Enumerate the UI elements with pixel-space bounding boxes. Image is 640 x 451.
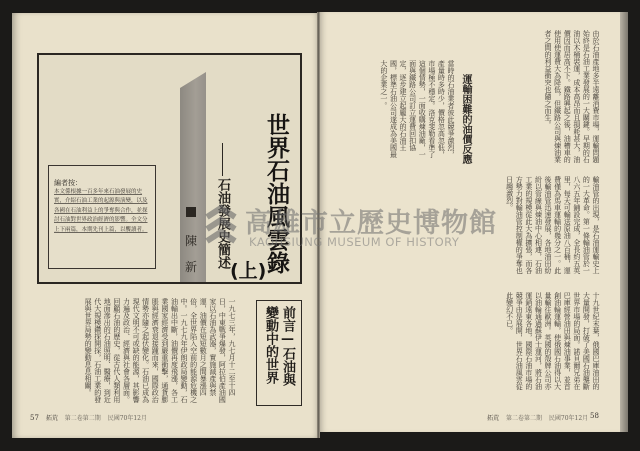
right-body-block: 輸油管的出現，是石油運輸史上的一大革命。第一條輸油管於一八六五年鋪設完成，全長約五英里，每天可輸送原油八百桶，運費僅為馬車運輸的幾分之一。此後輸油管迅速發展，各地油田紛紛以管線與煉油中心相連，石油工業的規模從此大為擴張，而各方勢力對輸油管控制權的爭奪也日趨激烈。 [505,176,600,274]
author-name-char: 新 [185,260,198,274]
section-heading-box [256,300,302,406]
publication-date: 民國70年12月 [548,415,589,422]
right-body-block: 十九世紀末葉，俄國巴庫油田的大量開發，打破了美國石油壟斷世界市場的局面。諾貝爾兄弟在巴庫經營油田與煉油事業，並首創油輪運輸，使俄國石油得以大量輸往歐洲。英國的殼牌公司亦以油輪通過蘇伊士運河，將石油運銷遠東各地，國際石油市場的競爭由是展開，世界石油風雲從此變幻不已。 [505,292,600,390]
author-marker-square [186,207,196,217]
page-edge-shadow [620,12,628,432]
publication-name: 拓荒 [45,415,58,422]
right-page-footer [487,413,593,422]
editor-note-text: 本文係根據一百多年來石油發展的史實，介紹石油工業的起源與演變，以及各國在石油利益上的爭奪與合作，並探討石油對世界政治經濟的影響。全文分上下兩篇，本期先刊上篇，以饗讀者。 [54,189,148,233]
editor-note-box [48,165,156,269]
right-body-block: 由於石油產地多半遠離消費市場，運輸問題始終是石油工業發展的一大關鍵。早期的石油以木桶裝運，成本高昂而且損耗甚大，油價因而居高不下。鐵路興起之後，油槽車的使用使運費大為降低，但鐵路公司與煉油業者之間的利益衝突也隨之而生。 [544,30,600,163]
author-name-char: 陳 [185,234,198,248]
book-gutter [317,12,320,438]
page-number: 58 [590,412,599,420]
section-heading: 運輸困難的油價反應 [460,74,471,164]
article-title: 世界石油風雲錄 [263,113,289,274]
left-body-text: 一九七三年，九七月十二至十四日，中東戰爭爆發，阿拉伯產油國家以石油為武器，實施減產與禁運，油價在短短數月之間暴漲四倍，全世界陷入空前的能源危機之中。一九七九年伊朗政局變動，石油輸出中斷，油價再度飛漲，各工業國家經濟受到嚴重衝擊，通貨膨脹與經濟衰退接踵而來，國際政治情勢亦隨之起伏變化。石油已成為現代文明不可或缺的能源，其影響力遍及政治、經濟與社會各層面。回顧石油的歷史，從古代人類利用地面滲出的石油照明、醫療，到近代大規模鑽探開採，石油工業的發展與世界局勢的變動息息相關。 [84,298,236,403]
publication-issue: 第二卷第二期 [505,415,542,422]
decorative-pillar [180,72,206,282]
section-heading-line-2: 變動中的世界 [263,306,278,384]
section-heading-line-1: 前言—石油與 [280,306,295,386]
article-title-part: (上) [230,260,267,282]
watermark-english-text: KAOHSIUNG MUSEUM OF HISTORY [249,235,460,249]
publication-name: 拓荒 [487,415,500,422]
editor-note-label: 編者按： [54,179,82,187]
page-number: 57 [30,414,39,422]
left-page-footer [30,413,152,422]
article-subtitle: 石油發展史簡述 [215,178,230,269]
right-body-block: 當時的石油業者彼此競爭激烈，產量時多時少，價格忽高忽低，市場極不穩定。洛克斐勒看準了這個情勢，一面收購煉油廠，一面與鐵路公司訂立運費回扣協定，逐步建立起龐大的石油王國，標準石油公司遂成為美國最大的企業之一。 [379,60,455,158]
subtitle-dash [222,143,223,176]
watermark-chinese-text: 高雄市立歷史博物館 [245,208,497,239]
publication-issue: 第二卷第二期 [64,415,101,422]
publication-date: 民國70年12月 [107,415,147,422]
